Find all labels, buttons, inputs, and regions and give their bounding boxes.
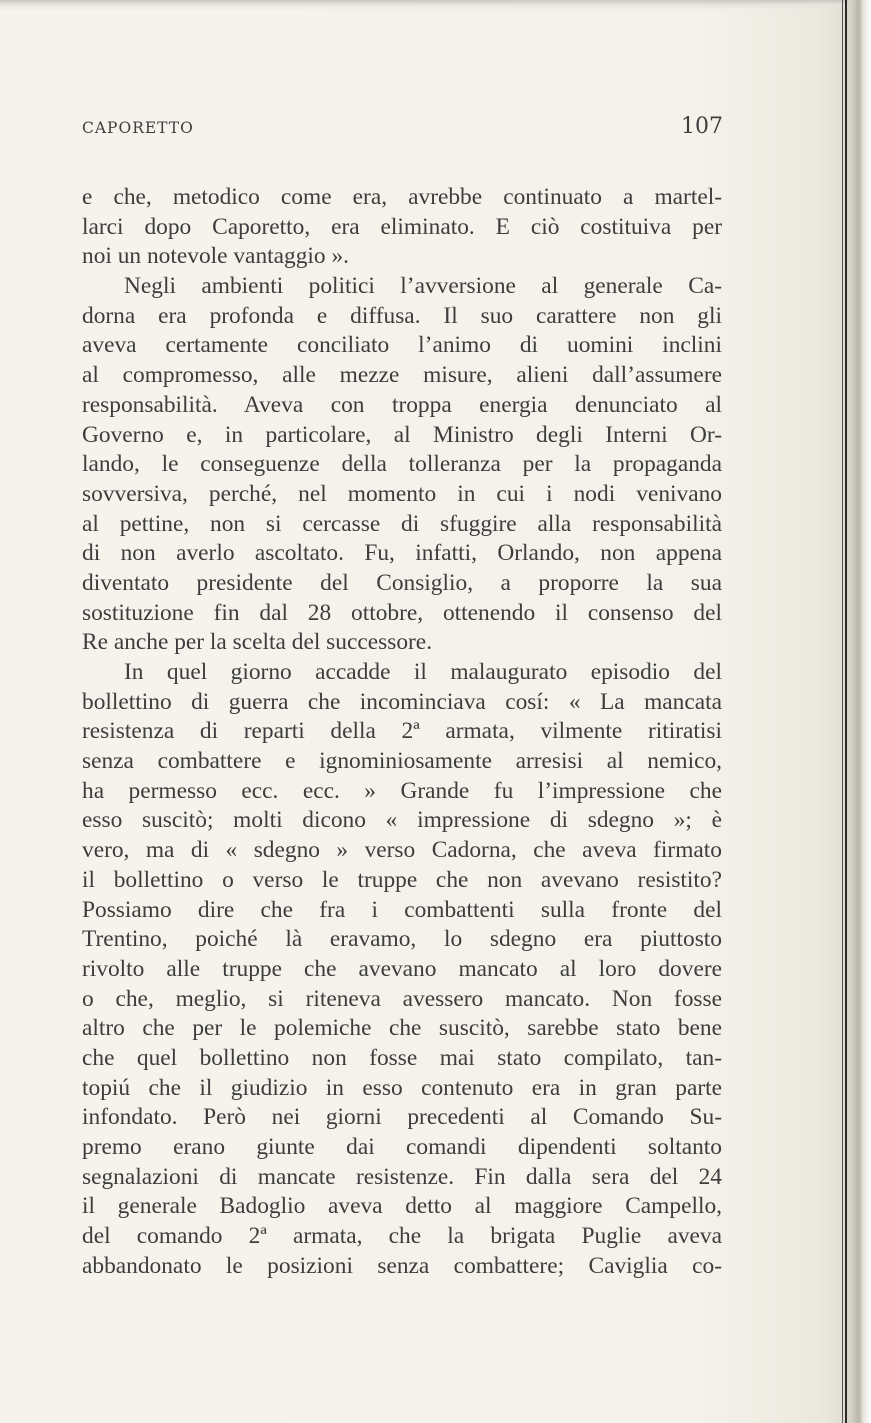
text-line: lando, le conseguenze della tolleranza per la propaganda xyxy=(82,451,722,478)
top-shadow xyxy=(0,0,871,10)
text-line: abbandonato le posizioni senza combattere; Caviglia co- xyxy=(82,1252,722,1279)
page-edge-line xyxy=(842,0,843,1423)
text-line: topiú che il giudizio in esso contenuto era in gran parte xyxy=(82,1074,722,1101)
text-line: resistenza di reparti della 2ª armata, vilmente ritiratisi xyxy=(82,718,722,745)
text-line: esso suscitò; molti dicono « impressione di sdegno »; è xyxy=(82,807,722,834)
text-line: Re anche per la scelta del successore. xyxy=(82,629,433,656)
text-line: al pettine, non si cercasse di sfuggire alla responsabilità xyxy=(82,510,722,537)
text-line: bollettino di guerra che incominciava cosí: « La mancata xyxy=(82,688,722,715)
text-line: larci dopo Caporetto, era eliminato. E ciò costituiva per xyxy=(82,213,722,240)
text-line: dorna era profonda e diffusa. Il suo carattere non gli xyxy=(82,302,722,329)
text-line: In quel giorno accadde il malaugurato episodio del xyxy=(124,659,722,685)
page-edge-line xyxy=(845,0,847,1423)
text-line: vero, ma di « sdegno » verso Cadorna, che aveva firmato xyxy=(82,837,722,864)
text-line: o che, meglio, si riteneva avessero mancato. Non fosse xyxy=(82,985,722,1012)
text-line: senza combattere e ignominiosamente arresisi al nemico, xyxy=(82,748,722,775)
text-line: ha permesso ecc. ecc. » Grande fu l’impressione che xyxy=(82,777,722,804)
text-line: premo erano giunte dai comandi dipendenti soltanto xyxy=(82,1134,722,1160)
text-line: il bollettino o verso le truppe che non avevano resistito? xyxy=(82,866,722,893)
text-line: al compromesso, alle mezze misure, alieni dall’assumere xyxy=(82,362,722,389)
text-line: Negli ambienti politici l’avversione al generale Ca- xyxy=(124,273,722,300)
text-line: e che, metodico come era, avrebbe continuato a martel- xyxy=(82,184,722,210)
text-line: responsabilità. Aveva con troppa energia denunciato al xyxy=(82,391,722,418)
text-line: sovversiva, perché, nel momento in cui i nodi venivano xyxy=(82,480,722,507)
text-line: segnalazioni di mancate resistenze. Fin dalla sera del 24 xyxy=(82,1163,722,1190)
text-line: sostituzione fin dal 28 ottobre, ottenendo il consenso del xyxy=(82,599,722,626)
text-line: aveva certamente conciliato l’animo di uomini inclini xyxy=(82,332,722,359)
text-line: diventato presidente del Consiglio, a proporre la sua xyxy=(82,569,722,596)
text-line: infondato. Però nei giorni precedenti al Comando Su- xyxy=(82,1104,722,1131)
text-line: che quel bollettino non fosse mai stato compilato, tan- xyxy=(82,1044,722,1071)
text-line: Governo e, in particolare, al Ministro degli Interni Or- xyxy=(82,421,722,448)
text-line: del comando 2ª armata, che la brigata Puglie aveva xyxy=(82,1223,722,1250)
page-number: 107 xyxy=(681,114,723,139)
text-line: altro che per le polemiche che suscitò, sarebbe stato bene xyxy=(82,1015,722,1042)
text-line: il generale Badoglio aveva detto al maggiore Campello, xyxy=(82,1193,722,1220)
text-line: noi un notevole vantaggio ». xyxy=(82,243,349,270)
running-title: CAPORETTO xyxy=(82,119,194,137)
text-line: Possiamo dire che fra i combattenti sulla fronte del xyxy=(82,896,722,923)
text-line: rivolto alle truppe che avevano mancato al loro dovere xyxy=(82,955,722,982)
text-line: Trentino, poiché là eravamo, lo sdegno era piuttosto xyxy=(82,926,722,953)
text-line: di non averlo ascoltato. Fu, infatti, Orlando, non appena xyxy=(82,540,722,567)
body-text xyxy=(82,183,722,1281)
